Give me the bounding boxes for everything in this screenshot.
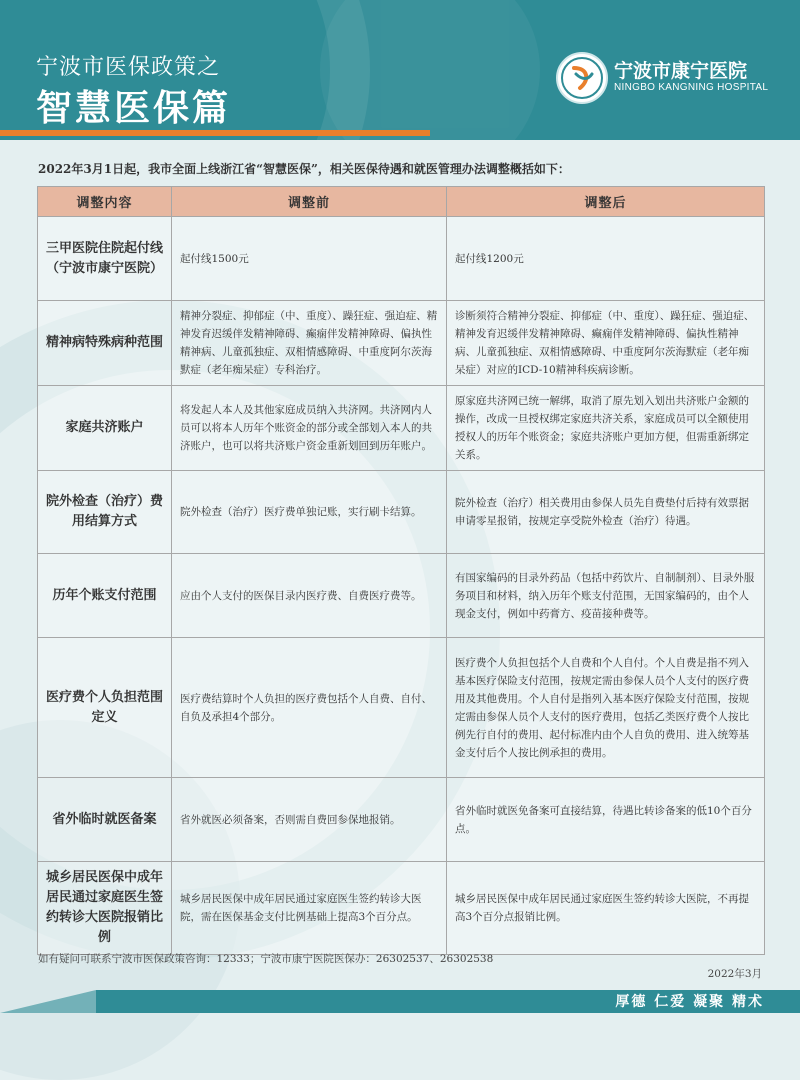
after-cell: 院外检查（治疗）相关费用由参保人员先自费垫付后持有效票据申请零星报销，按规定享受院外检查（治疗）待遇。 bbox=[447, 471, 765, 554]
adjustment-item: 医疗费个人负担范围定义 bbox=[38, 638, 172, 778]
footer-decoration bbox=[0, 990, 96, 1013]
hospital-name-en: NINGBO KANGNING HOSPITAL bbox=[614, 82, 769, 93]
header-banner bbox=[0, 0, 800, 140]
table-header-row bbox=[38, 187, 765, 217]
adjustment-item: 历年个账支付范围 bbox=[38, 554, 172, 638]
table-row bbox=[38, 778, 765, 862]
adjustment-item: 院外检查（治疗）费用结算方式 bbox=[38, 471, 172, 554]
adjustment-item: 省外临时就医备案 bbox=[38, 778, 172, 862]
adjustment-item: 城乡居民医保中成年居民通过家庭医生签约转诊大医院报销比例 bbox=[38, 862, 172, 955]
table-row bbox=[38, 862, 765, 955]
title-line-2: 智慧医保篇 bbox=[36, 88, 232, 129]
before-cell: 医疗费结算时个人负担的医疗费包括个人自费、自付、自负及承担4个部分。 bbox=[172, 638, 447, 778]
publish-date: 2022年3月 bbox=[707, 968, 762, 980]
after-cell: 医疗费个人负担包括个人自费和个人自付。个人自费是指不列入基本医疗保险支付范围，按规定需由参保人员个人支付的医疗费用及其他费用。个人自付是指列入基本医疗保险支付范围，按规定需由参保人员个人支付的医疗费用，包括乙类医疗费个人按比例先行自付的费用、起付标准内由个人自负的费用、进入统筹基金支付后个人按比例承担的费用。 bbox=[447, 638, 765, 778]
before-cell: 起付线1500元 bbox=[172, 217, 447, 301]
table-row bbox=[38, 471, 765, 554]
before-cell: 将发起人本人及其他家庭成员纳入共济网。共济网内人员可以将本人历年个账资金的部分或全部划入本人的共济账户，也可以将共济账户资金重新划回到历年账户。 bbox=[172, 386, 447, 471]
after-cell: 城乡居民医保中成年居民通过家庭医生签约转诊大医院，不再提高3个百分点报销比例。 bbox=[447, 862, 765, 955]
before-cell: 精神分裂症、抑郁症（中、重度）、躁狂症、强迫症、精神发育迟缓伴发精神障碍、癫痫伴发精神障碍、偏执性精神病、儿童孤独症、双相情感障碍、中重度阿尔茨海默症（老年痴呆症）专科治疗。 bbox=[172, 301, 447, 386]
adjustment-item: 三甲医院住院起付线（宁波市康宁医院） bbox=[38, 217, 172, 301]
adjustment-item: 家庭共济账户 bbox=[38, 386, 172, 471]
before-cell: 城乡居民医保中成年居民通过家庭医生签约转诊大医院，需在医保基金支付比例基础上提高3个百分点。 bbox=[172, 862, 447, 955]
hospital-slogan: 厚德 仁爱 凝聚 精术 bbox=[615, 994, 764, 1010]
after-cell: 诊断须符合精神分裂症、抑郁症（中、重度）、躁狂症、强迫症、精神发育迟缓伴发精神障碍、癫痫伴发精神障碍、偏执性精神病、儿童孤独症、双相情感障碍、中重度阿尔茨海默症（老年痴呆症）对应的ICD-10精神科疾病诊断。 bbox=[447, 301, 765, 386]
title-underline bbox=[0, 130, 430, 136]
hospital-logo-icon bbox=[556, 52, 608, 104]
table-row bbox=[38, 554, 765, 638]
contact-info: 如有疑问可联系宁波市医保政策咨询：12333；宁波市康宁医院医保办：26302537、26302538 bbox=[38, 953, 494, 965]
adjustment-item: 精神病特殊病种范围 bbox=[38, 301, 172, 386]
after-cell: 省外临时就医免备案可直接结算，待遇比转诊备案的低10个百分点。 bbox=[447, 778, 765, 862]
table-row bbox=[38, 386, 765, 471]
before-cell: 院外检查（治疗）医疗费单独记账，实行刷卡结算。 bbox=[172, 471, 447, 554]
table-row bbox=[38, 638, 765, 778]
after-cell: 有国家编码的目录外药品（包括中药饮片、自制制剂）、目录外服务项目和材料，纳入历年个账支付范围，无国家编码的，由个人现金支付，例如中药膏方、疫苗接种费等。 bbox=[447, 554, 765, 638]
column-header: 调整内容 bbox=[38, 187, 172, 217]
table-row bbox=[38, 217, 765, 301]
column-header: 调整后 bbox=[447, 187, 765, 217]
table-row bbox=[38, 301, 765, 386]
title-line-1: 宁波市医保政策之 bbox=[36, 55, 221, 80]
after-cell: 起付线1200元 bbox=[447, 217, 765, 301]
intro-text: 2022年3月1日起，我市全面上线浙江省“智慧医保”，相关医保待遇和就医管理办法调整概括如下： bbox=[38, 162, 570, 176]
policy-table bbox=[37, 186, 765, 955]
decorative-circle bbox=[320, 0, 540, 140]
before-cell: 应由个人支付的医保目录内医疗费、自费医疗费等。 bbox=[172, 554, 447, 638]
after-cell: 原家庭共济网已统一解绑，取消了原先划入划出共济账户金额的操作，改成一旦授权绑定家庭共济关系，家庭成员可以全额使用授权人的历年个账资金；家庭共济账户更加方便，但需重新绑定关系。 bbox=[447, 386, 765, 471]
before-cell: 省外就医必须备案，否则需自费回参保地报销。 bbox=[172, 778, 447, 862]
hospital-name-cn: 宁波市康宁医院 bbox=[614, 60, 748, 82]
column-header: 调整前 bbox=[172, 187, 447, 217]
